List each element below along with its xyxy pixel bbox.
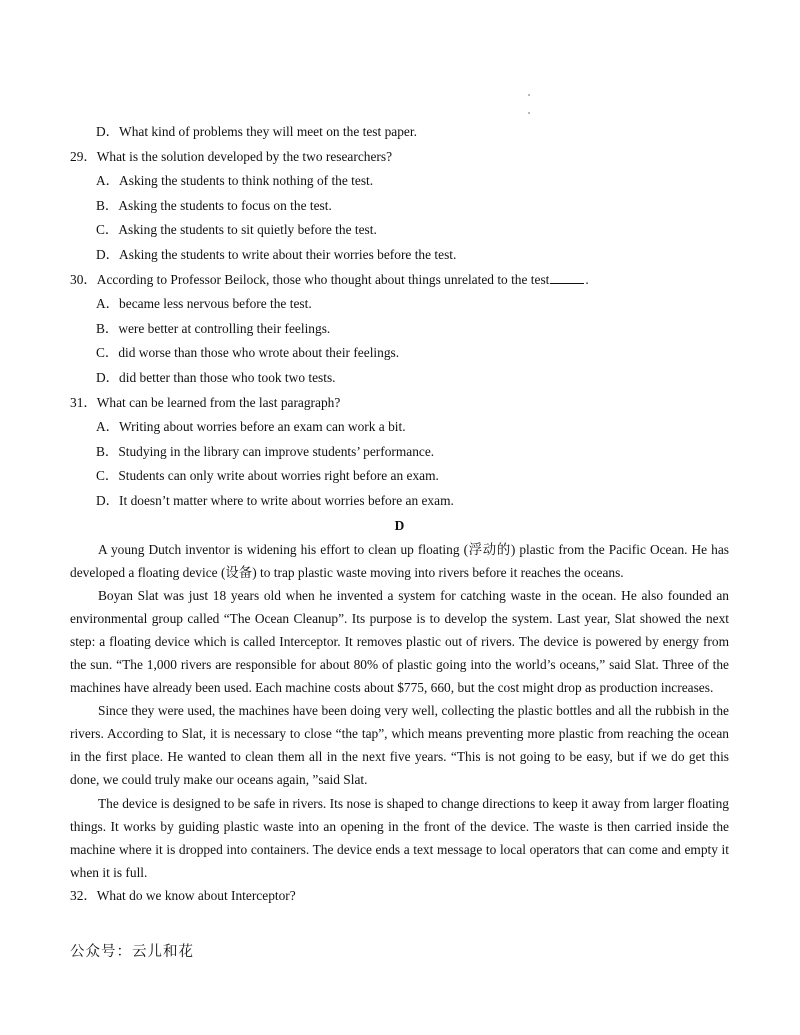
q30-option-a: A．became less nervous before the test. (96, 296, 312, 312)
q31-option-c: C．Students can only write about worries right before an exam. (96, 468, 439, 484)
q28-option-d: D．What kind of problems they will meet on the test paper. (96, 124, 417, 139)
passage-paragraph: Boyan Slat was just 18 years old when he invented a system for catching waste in the ocean. He also founded an environmental group called “The Ocean Cleanup”. Its purpose is to develop the system. Last year, Slat showed the next step: a floating device which is called Interceptor. It removes plastic out of rivers. The device is powered by energy from the sun. “The 1,000 rivers are responsible for about 80% of plastic going into the world’s oceans,” said Slat. Three of the machines have already been used. Each machine costs about $775, 660, but the cost might drop as production increases. (70, 587, 729, 696)
scan-mark (528, 112, 530, 114)
q30-stem-text: 30．According to Professor Beilock, those who thought about things unrelated to the test (70, 271, 550, 287)
q29-option-c: C．Asking the students to sit quietly before the test. (96, 222, 377, 238)
q30-option-d: D．did better than those who took two tests. (96, 369, 336, 385)
passage-paragraph: Since they were used, the machines have been doing very well, collecting the plastic bottles and all the rubbish in the rivers. According to Slat, it is necessary to close “the tap”, which means preventing more plastic from reaching the ocean in the first place. He wanted to clean them all in the next five years. “This is not going to be easy, but if we do get this done, we could truly make our oceans again, ”said Slat. (70, 703, 729, 788)
q29-stem: 29．What is the solution developed by the two researchers? (70, 148, 393, 164)
q29-option-b: B．Asking the students to focus on the test. (96, 197, 332, 213)
passage-paragraph: The device is designed to be safe in rivers. Its nose is shaped to change directions to keep it away from larger floating things. It works by guiding plastic waste into an opening in the front of the device. The waste is then carried inside the machine where it is dropped into containers. The device ends a text message to local operators that can come and empty it when it is full. (70, 795, 729, 880)
exam-content (70, 120, 729, 909)
q29-option-a: A．Asking the students to think nothing of the test. (96, 173, 374, 189)
passage-d (70, 538, 729, 884)
q30-stem (70, 268, 729, 293)
footer-watermark: 公众号：云儿和花 (70, 944, 194, 960)
scan-mark (528, 94, 530, 96)
q30-option-b: B．were better at controlling their feelings. (96, 320, 331, 336)
q31-option-b: B．Studying in the library can improve students’ performance. (96, 443, 435, 459)
q30-stem-end: . (585, 271, 589, 287)
q31-option-a: A．Writing about worries before an exam can work a bit. (96, 419, 406, 435)
q30-option-c: C．did worse than those who wrote about their feelings. (96, 345, 400, 361)
section-title: D (394, 517, 405, 533)
answer-blank (550, 270, 584, 284)
q32-stem: 32．What do we know about Interceptor? (70, 887, 296, 903)
q29-option-d: D．Asking the students to write about their worries before the test. (96, 246, 457, 262)
q31-option-d: D．It doesn’t matter where to write about worries before an exam. (96, 492, 454, 508)
passage-paragraph: A young Dutch inventor is widening his effort to clean up floating (浮动的) plastic from the Pacific Ocean. He has developed a floating device (设备) to trap plastic waste moving into rivers before it reaches the oceans. (70, 541, 729, 580)
q31-stem: 31．What can be learned from the last paragraph? (70, 394, 341, 410)
